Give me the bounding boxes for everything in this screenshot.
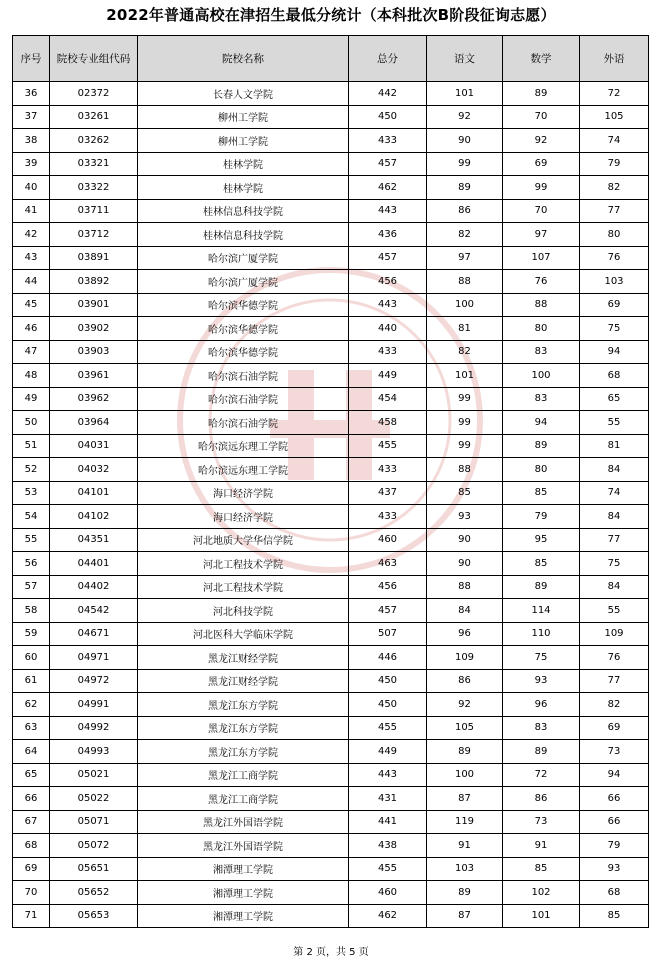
col-math-cell: 114	[503, 599, 580, 623]
col-seq-cell: 46	[13, 317, 50, 341]
table-row	[13, 364, 649, 388]
page-footer: 第 2 页，共 5 页	[293, 947, 369, 958]
col-chinese-cell: 99	[427, 411, 503, 435]
col-math-cell: 79	[503, 505, 580, 529]
col-school-name-cell: 黑龙江东方学院	[138, 716, 349, 740]
col-group-code-cell: 04102	[50, 505, 138, 529]
table-row	[13, 787, 649, 811]
col-chinese-cell: 109	[427, 646, 503, 670]
col-group-code-cell: 03962	[50, 387, 138, 411]
col-chinese-cell: 86	[427, 199, 503, 223]
col-seq-cell: 53	[13, 481, 50, 505]
col-math-cell: 102	[503, 881, 580, 905]
col-chinese-cell: 90	[427, 129, 503, 153]
col-seq-cell: 43	[13, 246, 50, 270]
col-foreign-cell: 82	[580, 176, 649, 200]
col-group-code-cell: 03712	[50, 223, 138, 247]
col-chinese-cell: 82	[427, 223, 503, 247]
col-math-cell: 83	[503, 716, 580, 740]
table-row	[13, 740, 649, 764]
col-group-code-cell: 04402	[50, 575, 138, 599]
col-group-code-cell: 05022	[50, 787, 138, 811]
header-col-school-name: 院校名称	[138, 36, 349, 82]
col-seq-cell: 61	[13, 669, 50, 693]
col-total-cell: 440	[349, 317, 427, 341]
col-group-code-cell: 04671	[50, 622, 138, 646]
table-row	[13, 834, 649, 858]
col-chinese-cell: 91	[427, 834, 503, 858]
col-chinese-cell: 84	[427, 599, 503, 623]
col-group-code-cell: 03262	[50, 129, 138, 153]
table-row	[13, 293, 649, 317]
col-seq-cell: 49	[13, 387, 50, 411]
col-seq-cell: 42	[13, 223, 50, 247]
col-seq-cell: 40	[13, 176, 50, 200]
col-foreign-cell: 55	[580, 411, 649, 435]
col-school-name-cell: 桂林学院	[138, 176, 349, 200]
col-math-cell: 69	[503, 152, 580, 176]
col-seq-cell: 71	[13, 904, 50, 928]
col-seq-cell: 54	[13, 505, 50, 529]
col-math-cell: 85	[503, 857, 580, 881]
table-row	[13, 904, 649, 928]
col-math-cell: 89	[503, 575, 580, 599]
col-seq-cell: 39	[13, 152, 50, 176]
col-seq-cell: 41	[13, 199, 50, 223]
col-chinese-cell: 90	[427, 552, 503, 576]
col-chinese-cell: 88	[427, 458, 503, 482]
col-school-name-cell: 黑龙江工商学院	[138, 787, 349, 811]
col-foreign-cell: 80	[580, 223, 649, 247]
col-seq-cell: 45	[13, 293, 50, 317]
col-total-cell: 460	[349, 528, 427, 552]
col-chinese-cell: 99	[427, 434, 503, 458]
col-total-cell: 456	[349, 575, 427, 599]
col-math-cell: 91	[503, 834, 580, 858]
col-foreign-cell: 69	[580, 716, 649, 740]
col-foreign-cell: 74	[580, 129, 649, 153]
col-foreign-cell: 103	[580, 270, 649, 294]
col-foreign-cell: 66	[580, 810, 649, 834]
col-school-name-cell: 哈尔滨广厦学院	[138, 246, 349, 270]
col-chinese-cell: 88	[427, 575, 503, 599]
col-total-cell: 457	[349, 599, 427, 623]
header-col-chinese: 语文	[427, 36, 503, 82]
table-row	[13, 434, 649, 458]
col-seq-cell: 58	[13, 599, 50, 623]
col-chinese-cell: 82	[427, 340, 503, 364]
col-school-name-cell: 哈尔滨广厦学院	[138, 270, 349, 294]
col-group-code-cell: 05651	[50, 857, 138, 881]
col-foreign-cell: 77	[580, 199, 649, 223]
col-school-name-cell: 黑龙江外国语学院	[138, 810, 349, 834]
col-school-name-cell: 河北医科大学临床学院	[138, 622, 349, 646]
col-seq-cell: 62	[13, 693, 50, 717]
col-group-code-cell: 03964	[50, 411, 138, 435]
col-school-name-cell: 哈尔滨远东理工学院	[138, 458, 349, 482]
col-seq-cell: 48	[13, 364, 50, 388]
col-foreign-cell: 77	[580, 528, 649, 552]
col-total-cell: 455	[349, 857, 427, 881]
col-total-cell: 463	[349, 552, 427, 576]
col-group-code-cell: 04101	[50, 481, 138, 505]
header-col-math: 数学	[503, 36, 580, 82]
col-school-name-cell: 桂林信息科技学院	[138, 199, 349, 223]
col-seq-cell: 63	[13, 716, 50, 740]
col-total-cell: 507	[349, 622, 427, 646]
header-row	[13, 36, 649, 82]
col-total-cell: 455	[349, 716, 427, 740]
col-foreign-cell: 75	[580, 552, 649, 576]
col-group-code-cell: 04972	[50, 669, 138, 693]
col-math-cell: 89	[503, 740, 580, 764]
col-total-cell: 455	[349, 434, 427, 458]
col-school-name-cell: 湘潭理工学院	[138, 904, 349, 928]
col-group-code-cell: 04351	[50, 528, 138, 552]
col-foreign-cell: 85	[580, 904, 649, 928]
col-seq-cell: 51	[13, 434, 50, 458]
col-chinese-cell: 89	[427, 881, 503, 905]
col-foreign-cell: 81	[580, 434, 649, 458]
col-school-name-cell: 哈尔滨华德学院	[138, 317, 349, 341]
col-chinese-cell: 97	[427, 246, 503, 270]
col-total-cell: 442	[349, 82, 427, 106]
col-group-code-cell: 05071	[50, 810, 138, 834]
col-chinese-cell: 92	[427, 105, 503, 129]
col-school-name-cell: 哈尔滨华德学院	[138, 293, 349, 317]
col-group-code-cell: 03892	[50, 270, 138, 294]
col-math-cell: 85	[503, 481, 580, 505]
table-row	[13, 152, 649, 176]
col-school-name-cell: 河北科技学院	[138, 599, 349, 623]
table-row	[13, 575, 649, 599]
col-group-code-cell: 04032	[50, 458, 138, 482]
col-school-name-cell: 哈尔滨石油学院	[138, 411, 349, 435]
col-group-code-cell: 03961	[50, 364, 138, 388]
col-school-name-cell: 哈尔滨远东理工学院	[138, 434, 349, 458]
col-total-cell: 462	[349, 904, 427, 928]
table-row	[13, 270, 649, 294]
col-foreign-cell: 76	[580, 246, 649, 270]
col-chinese-cell: 81	[427, 317, 503, 341]
table-row	[13, 857, 649, 881]
col-group-code-cell: 04401	[50, 552, 138, 576]
col-chinese-cell: 103	[427, 857, 503, 881]
col-seq-cell: 64	[13, 740, 50, 764]
col-total-cell: 443	[349, 763, 427, 787]
col-math-cell: 80	[503, 317, 580, 341]
col-math-cell: 92	[503, 129, 580, 153]
table-row	[13, 317, 649, 341]
col-seq-cell: 44	[13, 270, 50, 294]
col-school-name-cell: 黑龙江东方学院	[138, 693, 349, 717]
col-foreign-cell: 84	[580, 575, 649, 599]
col-seq-cell: 50	[13, 411, 50, 435]
col-group-code-cell: 04542	[50, 599, 138, 623]
table-row	[13, 693, 649, 717]
col-school-name-cell: 河北地质大学华信学院	[138, 528, 349, 552]
table-row	[13, 387, 649, 411]
col-total-cell: 433	[349, 129, 427, 153]
col-chinese-cell: 93	[427, 505, 503, 529]
col-school-name-cell: 长春人文学院	[138, 82, 349, 106]
col-total-cell: 433	[349, 340, 427, 364]
col-foreign-cell: 109	[580, 622, 649, 646]
col-foreign-cell: 79	[580, 834, 649, 858]
col-school-name-cell: 海口经济学院	[138, 505, 349, 529]
table-row	[13, 622, 649, 646]
col-math-cell: 86	[503, 787, 580, 811]
col-foreign-cell: 94	[580, 763, 649, 787]
col-math-cell: 101	[503, 904, 580, 928]
col-school-name-cell: 哈尔滨华德学院	[138, 340, 349, 364]
col-school-name-cell: 黑龙江工商学院	[138, 763, 349, 787]
col-seq-cell: 59	[13, 622, 50, 646]
col-foreign-cell: 105	[580, 105, 649, 129]
col-math-cell: 95	[503, 528, 580, 552]
col-school-name-cell: 黑龙江外国语学院	[138, 834, 349, 858]
col-math-cell: 75	[503, 646, 580, 670]
col-group-code-cell: 03902	[50, 317, 138, 341]
col-school-name-cell: 哈尔滨石油学院	[138, 387, 349, 411]
col-school-name-cell: 桂林学院	[138, 152, 349, 176]
col-chinese-cell: 99	[427, 152, 503, 176]
table-row	[13, 105, 649, 129]
col-math-cell: 80	[503, 458, 580, 482]
col-total-cell: 457	[349, 246, 427, 270]
col-school-name-cell: 黑龙江财经学院	[138, 646, 349, 670]
col-group-code-cell: 05653	[50, 904, 138, 928]
col-total-cell: 449	[349, 740, 427, 764]
col-total-cell: 446	[349, 646, 427, 670]
table-row	[13, 82, 649, 106]
col-seq-cell: 55	[13, 528, 50, 552]
col-group-code-cell: 04991	[50, 693, 138, 717]
col-seq-cell: 66	[13, 787, 50, 811]
col-chinese-cell: 89	[427, 740, 503, 764]
table-row	[13, 129, 649, 153]
col-seq-cell: 36	[13, 82, 50, 106]
col-group-code-cell: 05072	[50, 834, 138, 858]
col-chinese-cell: 87	[427, 904, 503, 928]
table-row	[13, 411, 649, 435]
col-total-cell: 462	[349, 176, 427, 200]
col-seq-cell: 38	[13, 129, 50, 153]
table-row	[13, 340, 649, 364]
col-total-cell: 441	[349, 810, 427, 834]
col-math-cell: 83	[503, 340, 580, 364]
col-group-code-cell: 04992	[50, 716, 138, 740]
col-school-name-cell: 黑龙江东方学院	[138, 740, 349, 764]
table-row	[13, 505, 649, 529]
col-group-code-cell: 05021	[50, 763, 138, 787]
col-school-name-cell: 柳州工学院	[138, 129, 349, 153]
col-chinese-cell: 105	[427, 716, 503, 740]
col-seq-cell: 67	[13, 810, 50, 834]
col-total-cell: 443	[349, 199, 427, 223]
col-school-name-cell: 河北工程技术学院	[138, 552, 349, 576]
col-group-code-cell: 03321	[50, 152, 138, 176]
col-foreign-cell: 84	[580, 458, 649, 482]
table-row	[13, 223, 649, 247]
col-seq-cell: 52	[13, 458, 50, 482]
score-table	[12, 35, 649, 928]
col-group-code-cell: 03901	[50, 293, 138, 317]
col-foreign-cell: 94	[580, 340, 649, 364]
col-math-cell: 97	[503, 223, 580, 247]
col-group-code-cell: 05652	[50, 881, 138, 905]
table-row	[13, 646, 649, 670]
col-chinese-cell: 99	[427, 387, 503, 411]
col-chinese-cell: 92	[427, 693, 503, 717]
col-school-name-cell: 河北工程技术学院	[138, 575, 349, 599]
col-total-cell: 436	[349, 223, 427, 247]
col-foreign-cell: 82	[580, 693, 649, 717]
col-chinese-cell: 86	[427, 669, 503, 693]
col-math-cell: 89	[503, 82, 580, 106]
col-group-code-cell: 02372	[50, 82, 138, 106]
col-total-cell: 437	[349, 481, 427, 505]
header-col-seq: 序号	[13, 36, 50, 82]
col-math-cell: 93	[503, 669, 580, 693]
col-seq-cell: 69	[13, 857, 50, 881]
col-foreign-cell: 69	[580, 293, 649, 317]
col-total-cell: 431	[349, 787, 427, 811]
col-chinese-cell: 87	[427, 787, 503, 811]
col-school-name-cell: 哈尔滨石油学院	[138, 364, 349, 388]
table-row	[13, 199, 649, 223]
col-chinese-cell: 96	[427, 622, 503, 646]
col-chinese-cell: 85	[427, 481, 503, 505]
col-total-cell: 443	[349, 293, 427, 317]
table-row	[13, 810, 649, 834]
col-group-code-cell: 03261	[50, 105, 138, 129]
col-math-cell: 94	[503, 411, 580, 435]
col-total-cell: 457	[349, 152, 427, 176]
table-row	[13, 763, 649, 787]
col-foreign-cell: 79	[580, 152, 649, 176]
col-math-cell: 70	[503, 105, 580, 129]
col-foreign-cell: 65	[580, 387, 649, 411]
col-math-cell: 88	[503, 293, 580, 317]
col-foreign-cell: 76	[580, 646, 649, 670]
col-total-cell: 458	[349, 411, 427, 435]
col-math-cell: 107	[503, 246, 580, 270]
col-math-cell: 72	[503, 763, 580, 787]
col-total-cell: 460	[349, 881, 427, 905]
col-school-name-cell: 桂林信息科技学院	[138, 223, 349, 247]
col-math-cell: 99	[503, 176, 580, 200]
table-row	[13, 552, 649, 576]
col-foreign-cell: 74	[580, 481, 649, 505]
col-total-cell: 438	[349, 834, 427, 858]
col-school-name-cell: 海口经济学院	[138, 481, 349, 505]
table-row	[13, 881, 649, 905]
col-math-cell: 100	[503, 364, 580, 388]
col-math-cell: 85	[503, 552, 580, 576]
col-group-code-cell: 03322	[50, 176, 138, 200]
col-group-code-cell: 04971	[50, 646, 138, 670]
col-group-code-cell: 03891	[50, 246, 138, 270]
col-seq-cell: 56	[13, 552, 50, 576]
col-group-code-cell: 04031	[50, 434, 138, 458]
col-group-code-cell: 03711	[50, 199, 138, 223]
col-math-cell: 73	[503, 810, 580, 834]
col-foreign-cell: 73	[580, 740, 649, 764]
col-seq-cell: 60	[13, 646, 50, 670]
col-foreign-cell: 93	[580, 857, 649, 881]
col-group-code-cell: 04993	[50, 740, 138, 764]
col-total-cell: 456	[349, 270, 427, 294]
col-school-name-cell: 湘潭理工学院	[138, 857, 349, 881]
col-foreign-cell: 68	[580, 881, 649, 905]
header-col-foreign: 外语	[580, 36, 649, 82]
col-seq-cell: 68	[13, 834, 50, 858]
col-seq-cell: 65	[13, 763, 50, 787]
col-school-name-cell: 黑龙江财经学院	[138, 669, 349, 693]
col-chinese-cell: 119	[427, 810, 503, 834]
col-foreign-cell: 66	[580, 787, 649, 811]
col-school-name-cell: 湘潭理工学院	[138, 881, 349, 905]
table-row	[13, 481, 649, 505]
col-chinese-cell: 100	[427, 763, 503, 787]
col-total-cell: 433	[349, 505, 427, 529]
col-seq-cell: 57	[13, 575, 50, 599]
col-total-cell: 449	[349, 364, 427, 388]
col-chinese-cell: 101	[427, 364, 503, 388]
col-seq-cell: 47	[13, 340, 50, 364]
col-seq-cell: 70	[13, 881, 50, 905]
col-foreign-cell: 84	[580, 505, 649, 529]
header-col-total: 总分	[349, 36, 427, 82]
col-chinese-cell: 88	[427, 270, 503, 294]
col-seq-cell: 37	[13, 105, 50, 129]
page-title: 2022年普通高校在津招生最低分统计（本科批次B阶段征询志愿）	[106, 6, 556, 24]
col-school-name-cell: 柳州工学院	[138, 105, 349, 129]
table-row	[13, 669, 649, 693]
col-math-cell: 89	[503, 434, 580, 458]
table-row	[13, 176, 649, 200]
col-total-cell: 433	[349, 458, 427, 482]
col-chinese-cell: 90	[427, 528, 503, 552]
col-total-cell: 450	[349, 693, 427, 717]
col-total-cell: 454	[349, 387, 427, 411]
col-foreign-cell: 72	[580, 82, 649, 106]
col-math-cell: 70	[503, 199, 580, 223]
col-total-cell: 450	[349, 669, 427, 693]
col-chinese-cell: 101	[427, 82, 503, 106]
col-foreign-cell: 68	[580, 364, 649, 388]
col-group-code-cell: 03903	[50, 340, 138, 364]
table-row	[13, 458, 649, 482]
col-foreign-cell: 75	[580, 317, 649, 341]
header-col-group-code: 院校专业组代码	[50, 36, 138, 82]
col-math-cell: 110	[503, 622, 580, 646]
col-foreign-cell: 55	[580, 599, 649, 623]
table-row	[13, 599, 649, 623]
col-chinese-cell: 100	[427, 293, 503, 317]
col-foreign-cell: 77	[580, 669, 649, 693]
table-row	[13, 528, 649, 552]
col-math-cell: 83	[503, 387, 580, 411]
table-row	[13, 246, 649, 270]
table-row	[13, 716, 649, 740]
col-math-cell: 76	[503, 270, 580, 294]
col-total-cell: 450	[349, 105, 427, 129]
col-math-cell: 96	[503, 693, 580, 717]
col-chinese-cell: 89	[427, 176, 503, 200]
